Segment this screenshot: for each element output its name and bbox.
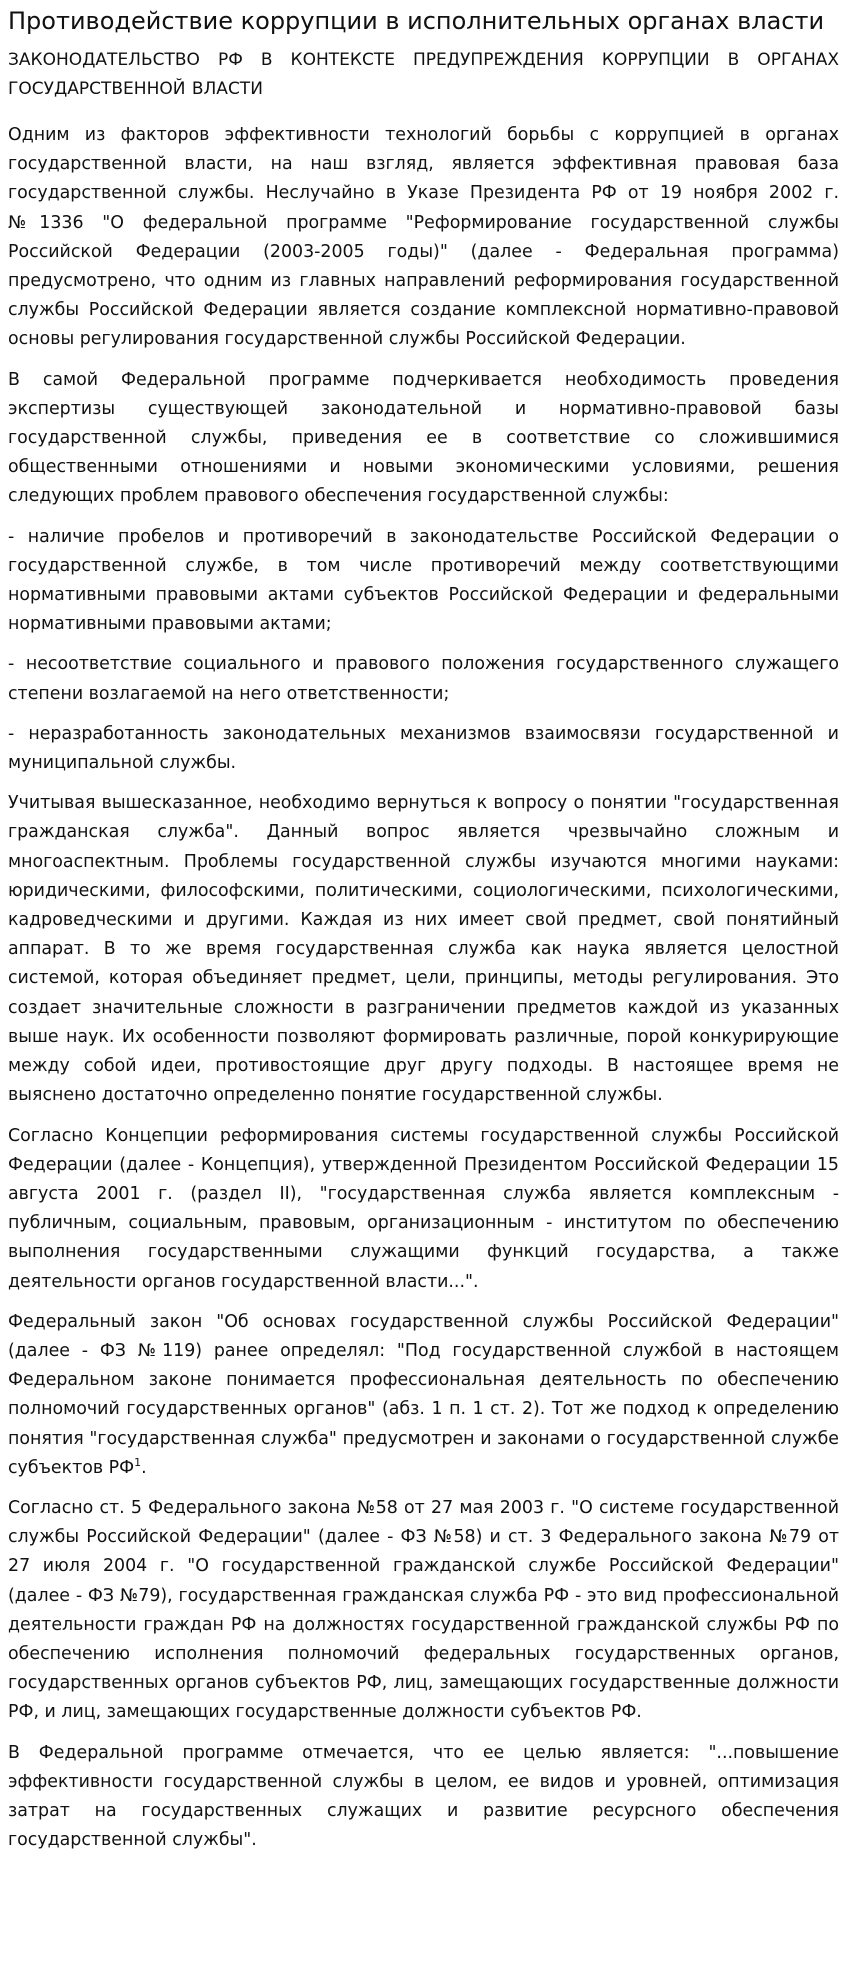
paragraph-end-punctuation: . (141, 1457, 147, 1478)
list-item: - неразработанность законодательных механизмов взаимосвязи государственной и муниципальной службы. (8, 723, 839, 774)
paragraph-text: Федеральный закон "Об основах государственной службы Российской Федерации" (далее - ФЗ №119) ранее определял: "Под государственной службой в настоящем Федеральном законе понимается профессиональная деятельность по обеспечению полномочий государственных органов" (абз. 1 п. 1 ст. 2). Тот же подход к определению понятия "государственная служба" предусмотрен и законами о государственной службе субъектов РФ (8, 1311, 839, 1478)
paragraph-with-footnote (8, 1308, 839, 1483)
document-title: Противодействие коррупции в исполнительных органах власти (8, 7, 825, 35)
footnote-marker: 1 (134, 1455, 142, 1469)
document-subtitle: ЗАКОНОДАТЕЛЬСТВО РФ В КОНТЕКСТЕ ПРЕДУПРЕЖДЕНИЯ КОРРУПЦИИ В ОРГАНАХ ГОСУДАРСТВЕННОЙ ВЛАСТИ (8, 50, 839, 99)
list-item: - несоответствие социального и правового положения государственного служащего степени возлагаемой на него ответственности; (8, 654, 839, 704)
paragraph: Учитывая вышесказанное, необходимо вернуться к вопросу о понятии "государственная гражданская служба". Данный вопрос является чрезвычайно сложным и многоаспектным. Проблемы государственной службы изучаются многими науками: юридическими, философскими, политическими, социологическими, психологическими, кадроведческими и другими. Каждая из них имеет свой предмет, свой понятийный аппарат. В то же время государственная служба как наука является целостной системой, которая объединяет предмет, цели, принципы, методы регулирования. Это создает значительные сложности в разграничении предметов каждой из указанных выше наук. Их особенности позволяют формировать различные, порой конкурирующие между собой идеи, противостоящие друг другу подходы. В настоящее время не выяснено достаточно определенно понятие государственной службы. (8, 793, 839, 1106)
list-item: - наличие пробелов и противоречий в законодательстве Российской Федерации о государственной службе, в том числе противоречий между соответствующими нормативными правовыми актами субъектов Российской Федерации и федеральными нормативными правовыми актами; (8, 526, 839, 635)
paragraph: В Федеральной программе отмечается, что ее целью является: "...повышение эффективности государственной службы в целом, ее видов и уровней, оптимизация затрат на государственных служащих и развитие ресурсного обеспечения государственной службы". (8, 1742, 839, 1851)
paragraph: В самой Федеральной программе подчеркивается необходимость проведения экспертизы существующей законодательной и нормативно-правовой базы государственной службы, приведения ее в соответствие со сложившимися общественными отношениями и новыми экономическими условиями, решения следующих проблем правового обеспечения государственной службы: (8, 369, 839, 507)
paragraph: Одним из факторов эффективности технологий борьбы с коррупцией в органах государственной власти, на наш взгляд, является эффективная правовая база государственной службы. Неслучайно в Указе Президента РФ от 19 ноября 2002 г. №1336 "О федеральной программе "Реформирование государственной службы Российской Федерации (2003-2005 годы)" (далее - Федеральная программа) предусмотрено, что одним из главных направлений реформирования государственной службы Российской Федерации является создание комплексной нормативно-правовой основы регулирования государственной службы Российской Федерации. (8, 125, 839, 350)
paragraph: Согласно ст. 5 Федерального закона №58 от 27 мая 2003 г. "О системе государственной службы Российской Федерации" (далее - ФЗ №58) и ст. 3 Федерального закона №79 от 27 июля 2004 г. "О государственной гражданской службе Российской Федерации" (далее - ФЗ №79), государственная гражданская служба РФ - это вид профессиональной деятельности граждан РФ на должностях государственной гражданской службы РФ по обеспечению исполнения полномочий федеральных государственных органов, государственных органов субъектов РФ, лиц, замещающих государственные должности РФ, и лиц, замещающих государственные должности субъектов РФ. (8, 1497, 839, 1723)
paragraph: Согласно Концепции реформирования системы государственной службы Российской Федерации (далее - Концепция), утвержденной Президентом Российской Федерации 15 августа 2001 г. (раздел II), "государственная служба является комплексным - публичным, социальным, правовым, организационным - институтом по обеспечению выполнения государственными служащими функций государства, а также деятельности органов государственной власти...". (8, 1125, 839, 1292)
